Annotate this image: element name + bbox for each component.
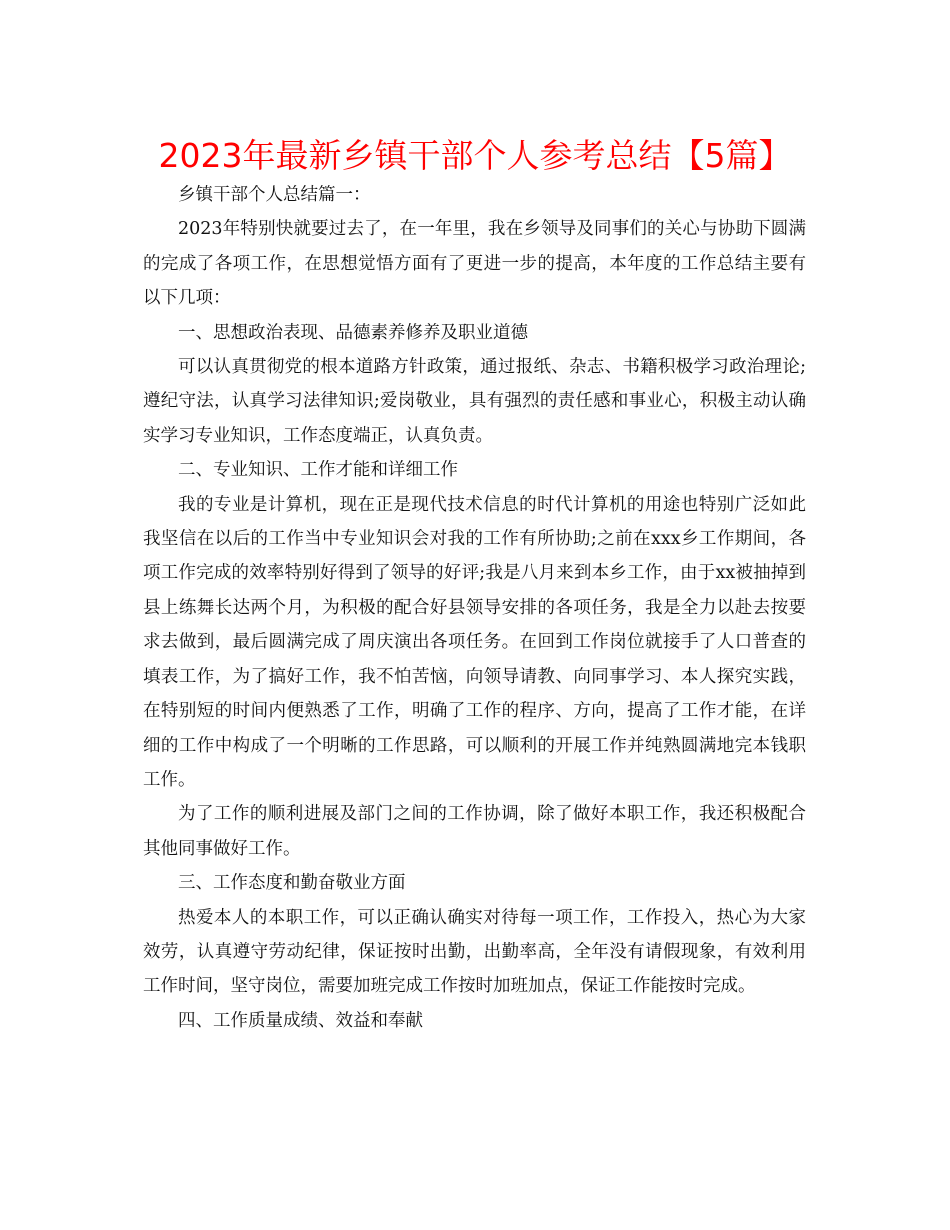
section-heading: 乡镇干部个人总结篇一： xyxy=(178,185,371,205)
subsection-heading: 三、工作态度和勤奋敬业方面 xyxy=(178,873,406,894)
paragraph: 热爱本人的本职工作，可以正确认确实对待每一项工作，工作投入，热心为大家效劳，认真遵守劳动纪律，保证按时出勤，出勤率高，全年没有请假现象，有效利用工作时间，坚守岗位，需要加班完成工作按时加班加点，保证工作能按时完成。 xyxy=(143,907,806,997)
paragraph: 可以认真贯彻党的根本道路方针政策，通过报纸、杂志、书籍积极学习政治理论;遵纪守法，认真学习法律知识;爱岗敬业，具有强烈的责任感和事业心，积极主动认确实学习专业知识，工作态度端正，认真负责。 xyxy=(143,357,806,446)
subsection-heading: 一、思想政治表现、品德素养修养及职业道德 xyxy=(178,322,528,343)
paragraph: 我的专业是计算机，现在正是现代技术信息的时代计算机的用途也特别广泛如此我坚信在以后的工作当中专业知识会对我的工作有所协助;之前在xxx乡工作期间，各项工作完成的效率特别好得到了领导的好评;我是八月来到本乡工作，由于xx被抽掉到县上练舞长达两个月，为积极的配合好县领导安排的各项任务，我是全力以赴去按要求去做到，最后圆满完成了周庆演出各项任务。在回到工作岗位就接手了人口普查的填表工作，为了搞好工作，我不怕苦恼，向领导请教、向同事学习、本人探究实践，在特别短的时间内便熟悉了工作，明确了工作的程序、方向，提高了工作才能，在详细的工作中构成了一个明晰的工作思路，可以顺利的开展工作并纯熟圆满地完本钱职工作。 xyxy=(143,494,806,790)
paragraph: 2023年特别快就要过去了，在一年里，我在乡领导及同事们的关心与协助下圆满的完成了各项工作，在思想觉悟方面有了更进一步的提高，本年度的工作总结主要有以下几项： xyxy=(143,219,806,309)
document-body xyxy=(143,178,806,1038)
subsection-heading: 四、工作质量成绩、效益和奉献 xyxy=(178,1010,423,1031)
subsection-heading: 二、专业知识、工作才能和详细工作 xyxy=(178,460,458,481)
document-title: 2023年最新乡镇干部个人参考总结【5篇】 xyxy=(158,136,792,175)
paragraph: 为了工作的顺利进展及部门之间的工作协调，除了做好本职工作，我还积极配合其他同事做好工作。 xyxy=(143,804,806,859)
